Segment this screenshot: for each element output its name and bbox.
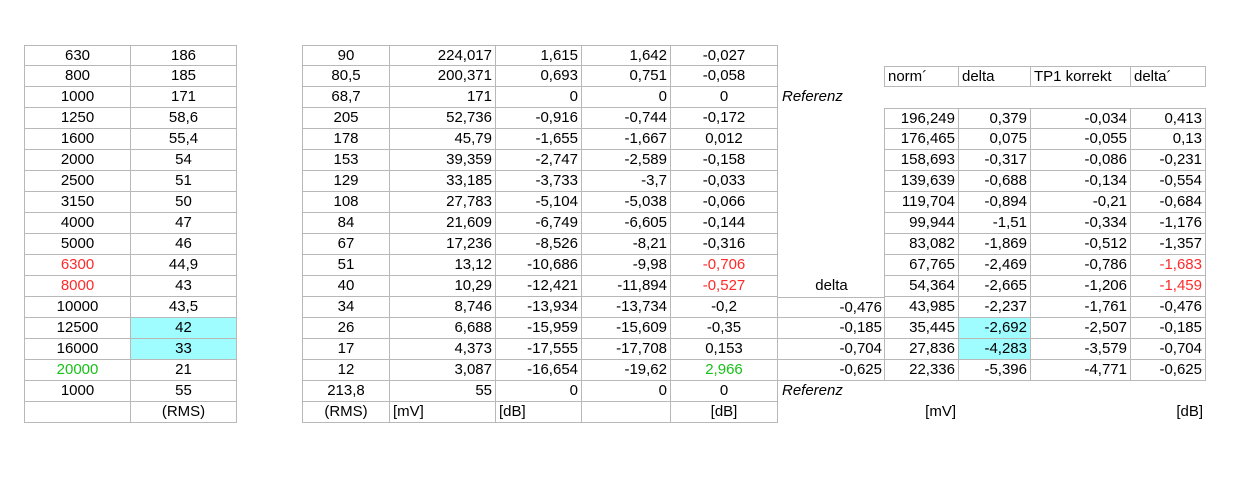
measure-cell: -0,527 bbox=[670, 276, 778, 297]
measure-cell: 10,29 bbox=[389, 276, 496, 297]
norm-cell: 67,765 bbox=[884, 255, 959, 276]
measure-cell: 84 bbox=[302, 213, 390, 234]
value-cell: 51 bbox=[130, 171, 237, 192]
measure-cell: -0,033 bbox=[670, 171, 778, 192]
measure-cell: 0,012 bbox=[670, 129, 778, 150]
measure-cell: 0,153 bbox=[670, 339, 778, 360]
measure-cell: 17,236 bbox=[389, 234, 496, 255]
norm-cell: -1,206 bbox=[1030, 276, 1131, 297]
norm-cell: -0,688 bbox=[958, 171, 1031, 192]
measure-cell: -13,934 bbox=[495, 297, 582, 318]
unit-label: [mV] bbox=[925, 403, 956, 420]
delta-cell: -0,185 bbox=[778, 318, 885, 339]
value-cell: 47 bbox=[130, 213, 237, 234]
norm-cell: -1,176 bbox=[1130, 213, 1206, 234]
freq-cell: 1000 bbox=[24, 381, 131, 402]
norm-cell: -1,459 bbox=[1130, 276, 1206, 297]
norm-cell: 139,639 bbox=[884, 171, 959, 192]
freq-cell: 6300 bbox=[24, 255, 131, 276]
norm-cell: 27,836 bbox=[884, 339, 959, 360]
measure-cell: 213,8 bbox=[302, 381, 390, 402]
value-cell: 185 bbox=[130, 66, 237, 87]
value-cell: (RMS) bbox=[130, 402, 237, 423]
measure-cell: 1,615 bbox=[495, 45, 582, 66]
measure-cell: -6,605 bbox=[581, 213, 671, 234]
measure-cell: -6,749 bbox=[495, 213, 582, 234]
norm-cell: -1,51 bbox=[958, 213, 1031, 234]
norm-cell: -2,507 bbox=[1030, 318, 1131, 339]
measure-cell: 51 bbox=[302, 255, 390, 276]
value-cell: 54 bbox=[130, 150, 237, 171]
measure-cell: -2,747 bbox=[495, 150, 582, 171]
value-cell: 55,4 bbox=[130, 129, 237, 150]
norm-cell: -0,134 bbox=[1030, 171, 1131, 192]
norm-cell: 43,985 bbox=[884, 297, 959, 318]
norm-cell: 0,13 bbox=[1130, 129, 1206, 150]
value-cell: 43 bbox=[130, 276, 237, 297]
measure-cell: 12 bbox=[302, 360, 390, 381]
measure-cell: 0 bbox=[495, 87, 582, 108]
norm-cell: 119,704 bbox=[884, 192, 959, 213]
freq-cell: 1600 bbox=[24, 129, 131, 150]
freq-cell: 5000 bbox=[24, 234, 131, 255]
measure-cell: -0,058 bbox=[670, 66, 778, 87]
norm-cell: 54,364 bbox=[884, 276, 959, 297]
measure-cell: 26 bbox=[302, 318, 390, 339]
column-header: norm´ bbox=[884, 66, 959, 87]
norm-cell: -0,334 bbox=[1030, 213, 1131, 234]
norm-cell: -0,185 bbox=[1130, 318, 1206, 339]
measure-cell: -15,959 bbox=[495, 318, 582, 339]
value-cell: 44,9 bbox=[130, 255, 237, 276]
norm-cell: -0,786 bbox=[1030, 255, 1131, 276]
measure-cell: 80,5 bbox=[302, 66, 390, 87]
norm-cell: -1,683 bbox=[1130, 255, 1206, 276]
value-cell: 21 bbox=[130, 360, 237, 381]
measure-cell: 0,751 bbox=[581, 66, 671, 87]
column-header: delta´ bbox=[1130, 66, 1206, 87]
measure-cell: 0 bbox=[581, 87, 671, 108]
norm-cell: 83,082 bbox=[884, 234, 959, 255]
value-cell: 171 bbox=[130, 87, 237, 108]
measure-cell: -0,706 bbox=[670, 255, 778, 276]
column-header: delta bbox=[958, 66, 1031, 87]
freq-cell: 800 bbox=[24, 66, 131, 87]
norm-cell: 35,445 bbox=[884, 318, 959, 339]
measure-cell: -17,555 bbox=[495, 339, 582, 360]
measure-cell: 13,12 bbox=[389, 255, 496, 276]
value-cell: 58,6 bbox=[130, 108, 237, 129]
measure-cell: 55 bbox=[389, 381, 496, 402]
freq-cell: 2500 bbox=[24, 171, 131, 192]
measure-cell: 3,087 bbox=[389, 360, 496, 381]
measure-cell: -10,686 bbox=[495, 255, 582, 276]
measure-cell: -9,98 bbox=[581, 255, 671, 276]
norm-cell: -0,704 bbox=[1130, 339, 1206, 360]
freq-cell: 20000 bbox=[24, 360, 131, 381]
norm-cell: 0,379 bbox=[958, 108, 1031, 129]
norm-cell: -4,771 bbox=[1030, 360, 1131, 381]
measure-cell: [dB] bbox=[495, 402, 582, 423]
measure-cell: -0,2 bbox=[670, 297, 778, 318]
measure-cell: [mV] bbox=[389, 402, 496, 423]
delta-cell: -0,476 bbox=[778, 297, 885, 318]
measure-cell: 45,79 bbox=[389, 129, 496, 150]
measure-cell: 171 bbox=[389, 87, 496, 108]
measure-cell: -12,421 bbox=[495, 276, 582, 297]
norm-cell: -1,761 bbox=[1030, 297, 1131, 318]
measure-cell: -15,609 bbox=[581, 318, 671, 339]
measure-cell: 40 bbox=[302, 276, 390, 297]
referenz-label: Referenz bbox=[782, 382, 843, 399]
measure-cell: 67 bbox=[302, 234, 390, 255]
freq-cell bbox=[24, 402, 131, 423]
norm-cell: -3,579 bbox=[1030, 339, 1131, 360]
norm-cell: -2,237 bbox=[958, 297, 1031, 318]
norm-cell: 22,336 bbox=[884, 360, 959, 381]
value-cell: 186 bbox=[130, 45, 237, 66]
norm-cell: -1,357 bbox=[1130, 234, 1206, 255]
freq-cell: 16000 bbox=[24, 339, 131, 360]
value-cell: 55 bbox=[130, 381, 237, 402]
measure-cell: -0,35 bbox=[670, 318, 778, 339]
measure-cell: 6,688 bbox=[389, 318, 496, 339]
norm-cell: 99,944 bbox=[884, 213, 959, 234]
unit-label: [dB] bbox=[1176, 403, 1203, 420]
measure-cell: 34 bbox=[302, 297, 390, 318]
measure-cell: -17,708 bbox=[581, 339, 671, 360]
delta-cell: -0,625 bbox=[778, 360, 885, 381]
measure-cell bbox=[581, 402, 671, 423]
value-cell: 42 bbox=[130, 318, 237, 339]
delta-header: delta bbox=[815, 277, 848, 294]
measure-cell: -11,894 bbox=[581, 276, 671, 297]
measure-cell: 68,7 bbox=[302, 87, 390, 108]
norm-cell: 176,465 bbox=[884, 129, 959, 150]
norm-cell: -0,231 bbox=[1130, 150, 1206, 171]
measure-cell: -8,21 bbox=[581, 234, 671, 255]
measure-cell: 33,185 bbox=[389, 171, 496, 192]
measure-cell: 27,783 bbox=[389, 192, 496, 213]
measure-cell: -0,144 bbox=[670, 213, 778, 234]
value-cell: 33 bbox=[130, 339, 237, 360]
measure-cell: 178 bbox=[302, 129, 390, 150]
measure-cell: 0 bbox=[670, 381, 778, 402]
norm-cell: -0,684 bbox=[1130, 192, 1206, 213]
measure-cell: 0 bbox=[495, 381, 582, 402]
freq-cell: 12500 bbox=[24, 318, 131, 339]
measure-cell: -1,655 bbox=[495, 129, 582, 150]
measure-cell: 0,693 bbox=[495, 66, 582, 87]
norm-cell: -2,692 bbox=[958, 318, 1031, 339]
measure-cell: [dB] bbox=[670, 402, 778, 423]
norm-cell: -0,894 bbox=[958, 192, 1031, 213]
measure-cell: -0,172 bbox=[670, 108, 778, 129]
measure-cell: -5,104 bbox=[495, 192, 582, 213]
measure-cell: -0,316 bbox=[670, 234, 778, 255]
delta-cell: -0,704 bbox=[778, 339, 885, 360]
measure-cell: -1,667 bbox=[581, 129, 671, 150]
freq-cell: 2000 bbox=[24, 150, 131, 171]
norm-cell: -0,21 bbox=[1030, 192, 1131, 213]
measure-cell: 1,642 bbox=[581, 45, 671, 66]
norm-cell: -0,476 bbox=[1130, 297, 1206, 318]
measure-cell: 39,359 bbox=[389, 150, 496, 171]
norm-cell: -2,469 bbox=[958, 255, 1031, 276]
norm-cell: -1,869 bbox=[958, 234, 1031, 255]
norm-cell: -0,055 bbox=[1030, 129, 1131, 150]
measure-cell: 205 bbox=[302, 108, 390, 129]
freq-cell: 1000 bbox=[24, 87, 131, 108]
norm-cell: -0,034 bbox=[1030, 108, 1131, 129]
measure-cell: 0 bbox=[670, 87, 778, 108]
freq-cell: 4000 bbox=[24, 213, 131, 234]
freq-cell: 630 bbox=[24, 45, 131, 66]
norm-cell: -0,086 bbox=[1030, 150, 1131, 171]
norm-cell: -0,512 bbox=[1030, 234, 1131, 255]
column-header: TP1 korrekt bbox=[1030, 66, 1131, 87]
measure-cell: 4,373 bbox=[389, 339, 496, 360]
norm-cell: -0,317 bbox=[958, 150, 1031, 171]
measure-cell: 108 bbox=[302, 192, 390, 213]
measure-cell: (RMS) bbox=[302, 402, 390, 423]
measure-cell: 2,966 bbox=[670, 360, 778, 381]
measure-cell: 153 bbox=[302, 150, 390, 171]
measure-cell: 52,736 bbox=[389, 108, 496, 129]
measure-cell: 90 bbox=[302, 45, 390, 66]
freq-cell: 8000 bbox=[24, 276, 131, 297]
freq-cell: 3150 bbox=[24, 192, 131, 213]
value-cell: 50 bbox=[130, 192, 237, 213]
norm-cell: 158,693 bbox=[884, 150, 959, 171]
measure-cell: 17 bbox=[302, 339, 390, 360]
measure-cell: 224,017 bbox=[389, 45, 496, 66]
norm-cell: 196,249 bbox=[884, 108, 959, 129]
measure-cell: -0,158 bbox=[670, 150, 778, 171]
measure-cell: 129 bbox=[302, 171, 390, 192]
norm-cell: 0,413 bbox=[1130, 108, 1206, 129]
measure-cell: -3,733 bbox=[495, 171, 582, 192]
measure-cell: -5,038 bbox=[581, 192, 671, 213]
measure-cell: -2,589 bbox=[581, 150, 671, 171]
measure-cell: -19,62 bbox=[581, 360, 671, 381]
measure-cell: 21,609 bbox=[389, 213, 496, 234]
measure-cell: -13,734 bbox=[581, 297, 671, 318]
measure-cell: -0,744 bbox=[581, 108, 671, 129]
measure-cell: -3,7 bbox=[581, 171, 671, 192]
value-cell: 43,5 bbox=[130, 297, 237, 318]
measure-cell: -8,526 bbox=[495, 234, 582, 255]
norm-cell: -4,283 bbox=[958, 339, 1031, 360]
measure-cell: 8,746 bbox=[389, 297, 496, 318]
freq-cell: 10000 bbox=[24, 297, 131, 318]
freq-cell: 1250 bbox=[24, 108, 131, 129]
measure-cell: -0,916 bbox=[495, 108, 582, 129]
norm-cell: -0,554 bbox=[1130, 171, 1206, 192]
measure-cell: 0 bbox=[581, 381, 671, 402]
value-cell: 46 bbox=[130, 234, 237, 255]
norm-cell: -2,665 bbox=[958, 276, 1031, 297]
measure-cell: -0,027 bbox=[670, 45, 778, 66]
measure-cell: 200,371 bbox=[389, 66, 496, 87]
norm-cell: -0,625 bbox=[1130, 360, 1206, 381]
measure-cell: -0,066 bbox=[670, 192, 778, 213]
referenz-label: Referenz bbox=[782, 88, 843, 105]
norm-cell: -5,396 bbox=[958, 360, 1031, 381]
measure-cell: -16,654 bbox=[495, 360, 582, 381]
norm-cell: 0,075 bbox=[958, 129, 1031, 150]
